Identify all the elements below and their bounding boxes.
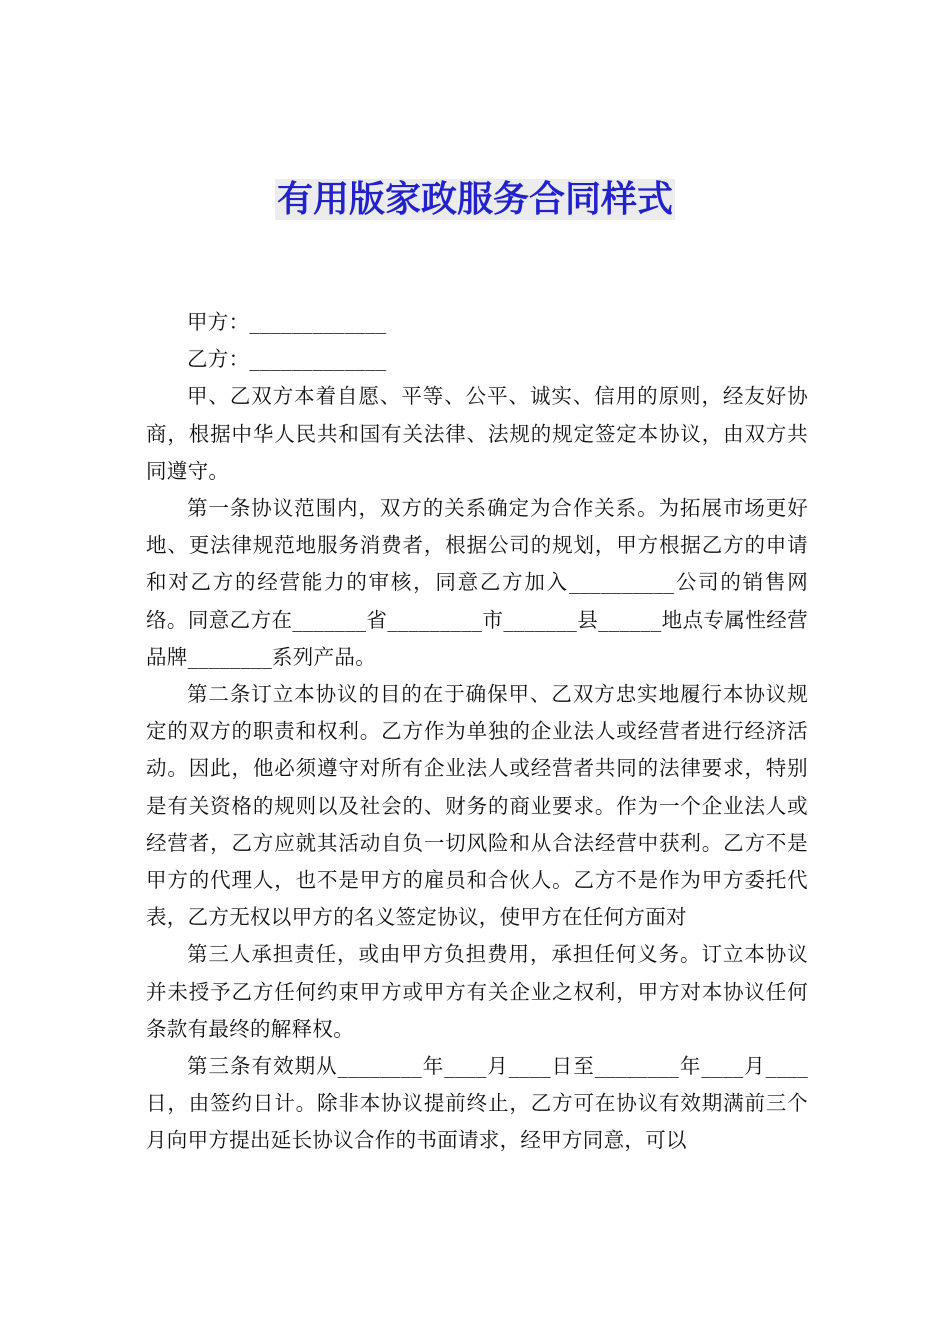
article-2-paragraph: 第二条订立本协议的目的在于确保甲、乙双方忠实地履行本协议规定的双方的职责和权利。乙方作为单独的企业法人或经营者进行经济活动。因此，他必须遵守对所有企业法人或经营者共同的法律要求，特别是有关资格的规则以及社会的、财务的商业要求。作为一个企业法人或经营者，乙方应就其活动自负一切风险和从合法经营中获利。乙方不是甲方的代理人，也不是甲方的雇员和合伙人。乙方不是作为甲方委托代表，乙方无权以甲方的名义签定协议，使甲方在任何方面对	[146, 682, 808, 930]
article-2-continuation-paragraph: 第三人承担责任，或由甲方负担费用，承担任何义务。订立本协议并未授予乙方任何约束甲方或甲方有关企业之权利，甲方对本协议任何条款有最终的解释权。	[146, 942, 808, 1041]
document-body	[146, 304, 808, 1160]
article-1-paragraph: 第一条协议范围内，双方的关系确定为合作关系。为拓展市场更好地、更法律规范地服务消费者，根据公司的规划，甲方根据乙方的申请和对乙方的经营能力的审核，同意乙方加入__________公司的销售网络。同意乙方在_______省_________市_______县______地点专属性经营品牌________系列产品。	[146, 496, 808, 669]
preamble-paragraph: 甲、乙双方本着自愿、平等、公平、诚实、信用的原则，经友好协商，根据中华人民共和国有关法律、法规的规定签定本协议，由双方共同遵守。	[146, 384, 808, 483]
article-3-paragraph: 第三条有效期从________年____月____日至________年____月____日，由签约日计。除非本协议提前终止，乙方可在协议有效期满前三个月向甲方提出延长协议合作的书面请求，经甲方同意，可以	[146, 1054, 808, 1153]
document-title	[0, 176, 950, 224]
document-title-text: 有用版家政服务合同样式	[276, 179, 673, 220]
party-a-line: 甲方：_____________	[187, 310, 387, 334]
party-b-line: 乙方：_____________	[187, 347, 387, 372]
